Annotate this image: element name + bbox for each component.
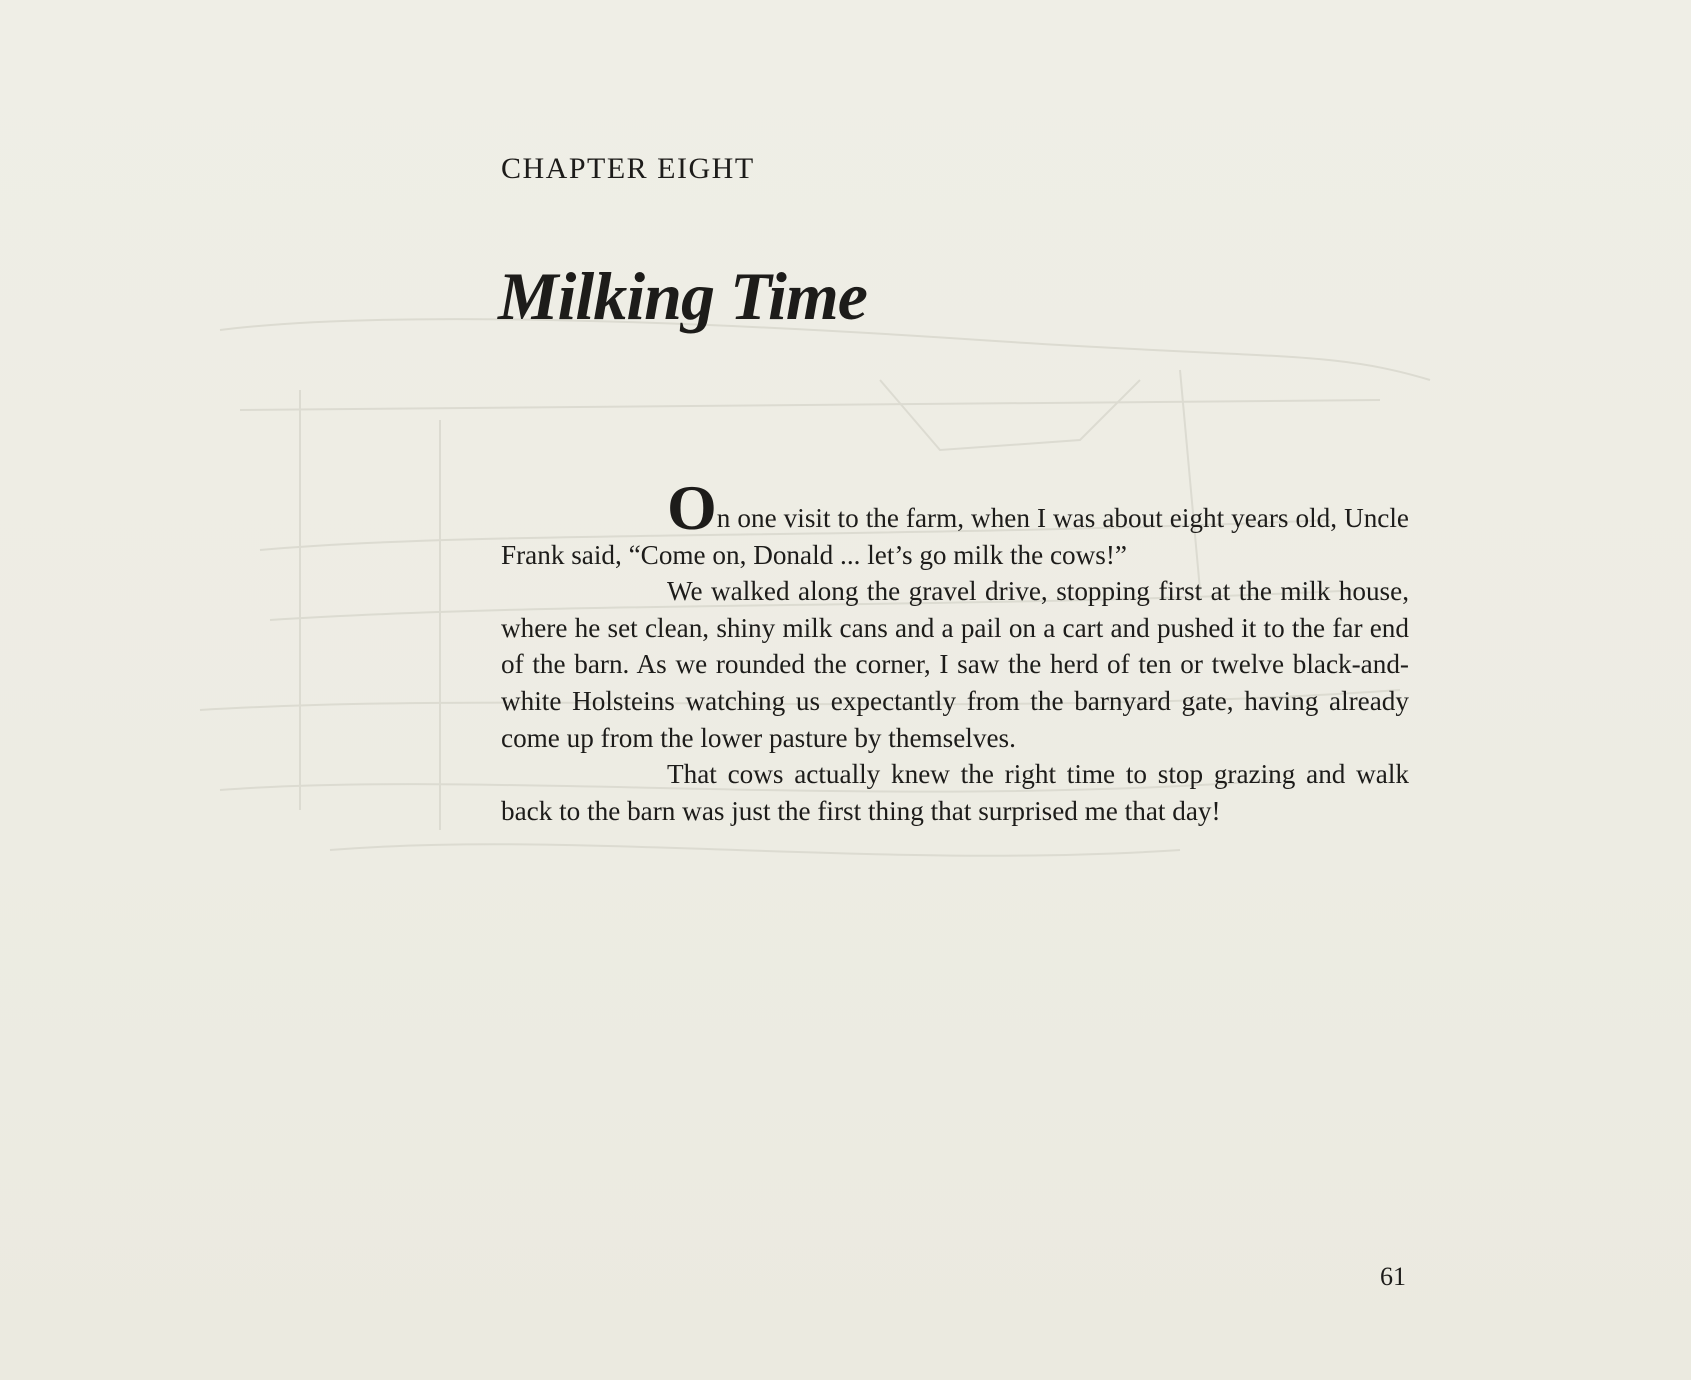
paragraph: That cows actually knew the right time to stop grazing and walk back to the barn was just the first thing that surprised me that day! — [501, 759, 1409, 826]
first-paragraph — [501, 472, 1409, 573]
chapter-body — [501, 472, 1409, 829]
chapter-title: Milking Time — [498, 258, 867, 334]
paragraph: We walked along the gravel drive, stopping first at the milk house, where he set clean, shiny milk cans and a pail on a cart and pushed it to the far end of the barn. As we rounded the corner, I saw the herd of ten or twelve black-and-white Holsteins watching us expectantly from the barnyard gate, having already come up from the lower pasture by themselves. — [501, 576, 1409, 753]
page-number: 61 — [1380, 1262, 1406, 1291]
drop-cap: O — [667, 472, 717, 543]
chapter-label: CHAPTER EIGHT — [501, 152, 755, 185]
first-paragraph-text: n one visit to the farm, when I was about eight years old, Uncle Frank said, “Come on, Donald ... let’s go milk the cows!” — [501, 503, 1409, 570]
